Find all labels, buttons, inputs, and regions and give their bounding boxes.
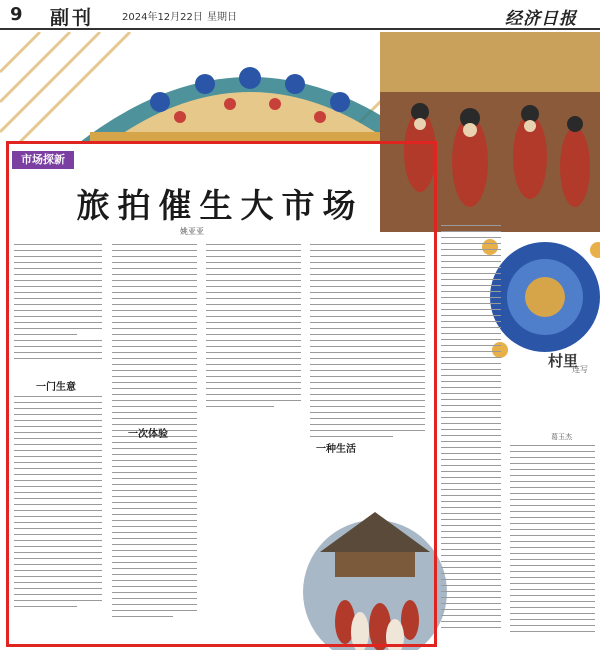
right-article-title: 村里 (548, 352, 579, 370)
text-column-3 (206, 244, 301, 412)
right-article-subtitle: 连写 (572, 365, 588, 374)
text-column-4 (310, 244, 425, 442)
article-byline: 姚亚亚 (180, 227, 204, 236)
subhead-2: 一次体验 (128, 429, 168, 440)
column-tag: 市场探新 (12, 151, 74, 169)
text-column-1 (14, 244, 102, 364)
text-column-1b (14, 396, 102, 612)
article-headline: 旅拍催生大市场 (76, 186, 364, 225)
right-text-column-a (441, 225, 501, 633)
subhead-3: 一种生活 (316, 444, 356, 455)
right-text-column-b (510, 445, 595, 637)
page-number: 9 (10, 4, 23, 25)
newspaper-logo: 经济日报 (505, 9, 577, 29)
section-title: 副刊 (50, 7, 95, 29)
right-article-author: 葛玉杰 (551, 433, 572, 441)
publication-date: 2024年12月22日 (122, 12, 203, 23)
masthead (0, 0, 600, 30)
weekday: 星期日 (207, 12, 237, 23)
subhead-1: 一门生意 (36, 382, 76, 393)
